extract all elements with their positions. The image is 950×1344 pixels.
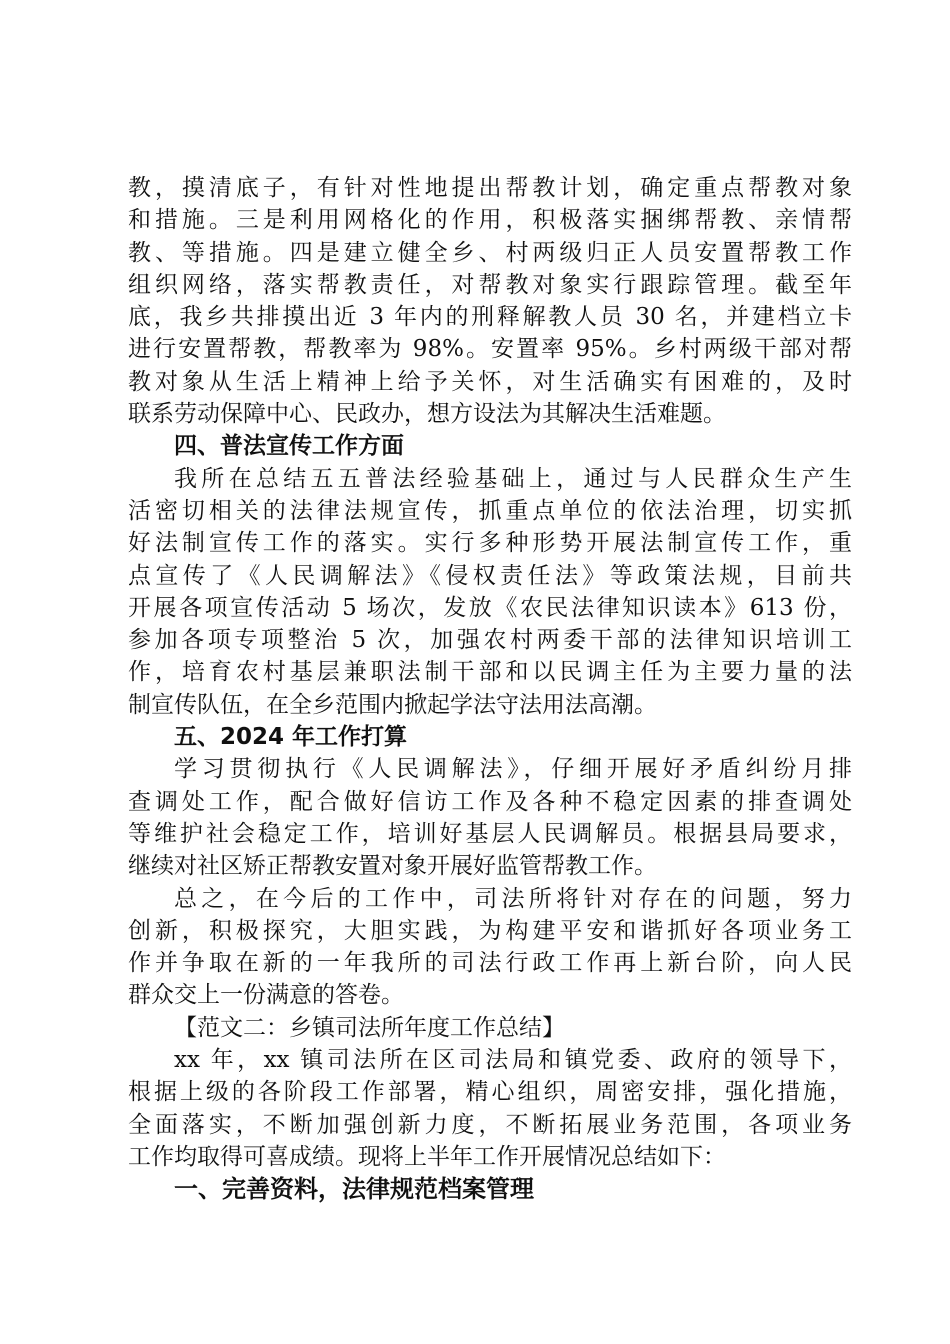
text-line: 学习贯彻执行《人民调解法》，仔细开展好矛盾纠纷月排 (174, 756, 852, 783)
text-line: 好法制宣传工作的落实。实行多种形势开展法制宣传工作，重 (128, 530, 852, 557)
text-line: 教、等措施。四是建立健全乡、村两级归正人员安置帮教工作 (128, 239, 852, 266)
text-line: 继续对社区矫正帮教安置对象开展好监管帮教工作。 (128, 853, 657, 880)
section-heading: 四、普法宣传工作方面 (174, 433, 404, 460)
text-line: 教对象从生活上精神上给予关怀，对生活确实有困难的，及时 (128, 368, 852, 395)
text-line: 底，我乡共排摸出近 3 年内的刑释解教人员 30 名，并建档立卡 (128, 304, 852, 331)
text-line: 作并争取在新的一年我所的司法行政工作再上新台阶，向人民 (128, 950, 852, 977)
text-line: 创新，积极探究，大胆实践，为构建平安和谐抓好各项业务工 (128, 917, 852, 944)
text-line: 根据上级的各阶段工作部署，精心组织，周密安排，强化措施， (128, 1079, 852, 1106)
text-line: 总之，在今后的工作中，司法所将针对存在的问题，努力 (174, 885, 852, 912)
document-body (128, 172, 852, 1206)
text-line: 工作均取得可喜成绩。现将上半年工作开展情况总结如下： (128, 1143, 726, 1170)
text-line: 【范文二：乡镇司法所年度工作总结】 (174, 1014, 565, 1041)
text-line: 我所在总结五五普法经验基础上，通过与人民群众生产生 (174, 465, 852, 492)
text-line: 和措施。三是利用网格化的作用，积极落实捆绑帮教、亲情帮 (128, 207, 852, 234)
text-line: 联系劳动保障中心、民政办，想方设法为其解决生活难题。 (128, 401, 726, 428)
text-line: 查调处工作，配合做好信访工作及各种不稳定因素的排查调处 (128, 788, 852, 815)
text-line: 开展各项宣传活动 5 场次，发放《农民法律知识读本》613 份， (128, 594, 852, 621)
text-line: 教，摸清底子，有针对性地提出帮教计划，确定重点帮教对象 (128, 175, 852, 201)
text-line: 组织网络，落实帮教责任，对帮教对象实行跟踪管理。截至年 (128, 271, 852, 298)
text-line: 群众交上一份满意的答卷。 (128, 982, 404, 1009)
text-line: 作，培育农村基层兼职法制干部和以民调主任为主要力量的法 (128, 659, 852, 686)
section-heading: 一、完善资料，法律规范档案管理 (174, 1175, 534, 1204)
section-heading: 五、2024 年工作打算 (174, 724, 408, 751)
text-line: 进行安置帮教，帮教率为 98%。安置率 95%。乡村两级干部对帮 (128, 336, 852, 363)
text-line: 活密切相关的法律法规宣传，抓重点单位的依法治理，切实抓 (128, 497, 852, 524)
text-line: 点宣传了《人民调解法》《侵权责任法》等政策法规，目前共 (128, 562, 852, 589)
text-line: 参加各项专项整治 5 次，加强农村两委干部的法律知识培训工 (128, 627, 852, 654)
text-line: 全面落实，不断加强创新力度，不断拓展业务范围，各项业务 (128, 1111, 852, 1138)
text-line: 制宣传队伍，在全乡范围内掀起学法守法用法高潮。 (128, 691, 657, 718)
text-line: xx 年，xx 镇司法所在区司法局和镇党委、政府的领导下， (174, 1047, 852, 1074)
text-line: 等维护社会稳定工作，培训好基层人民调解员。根据县局要求， (128, 820, 852, 847)
